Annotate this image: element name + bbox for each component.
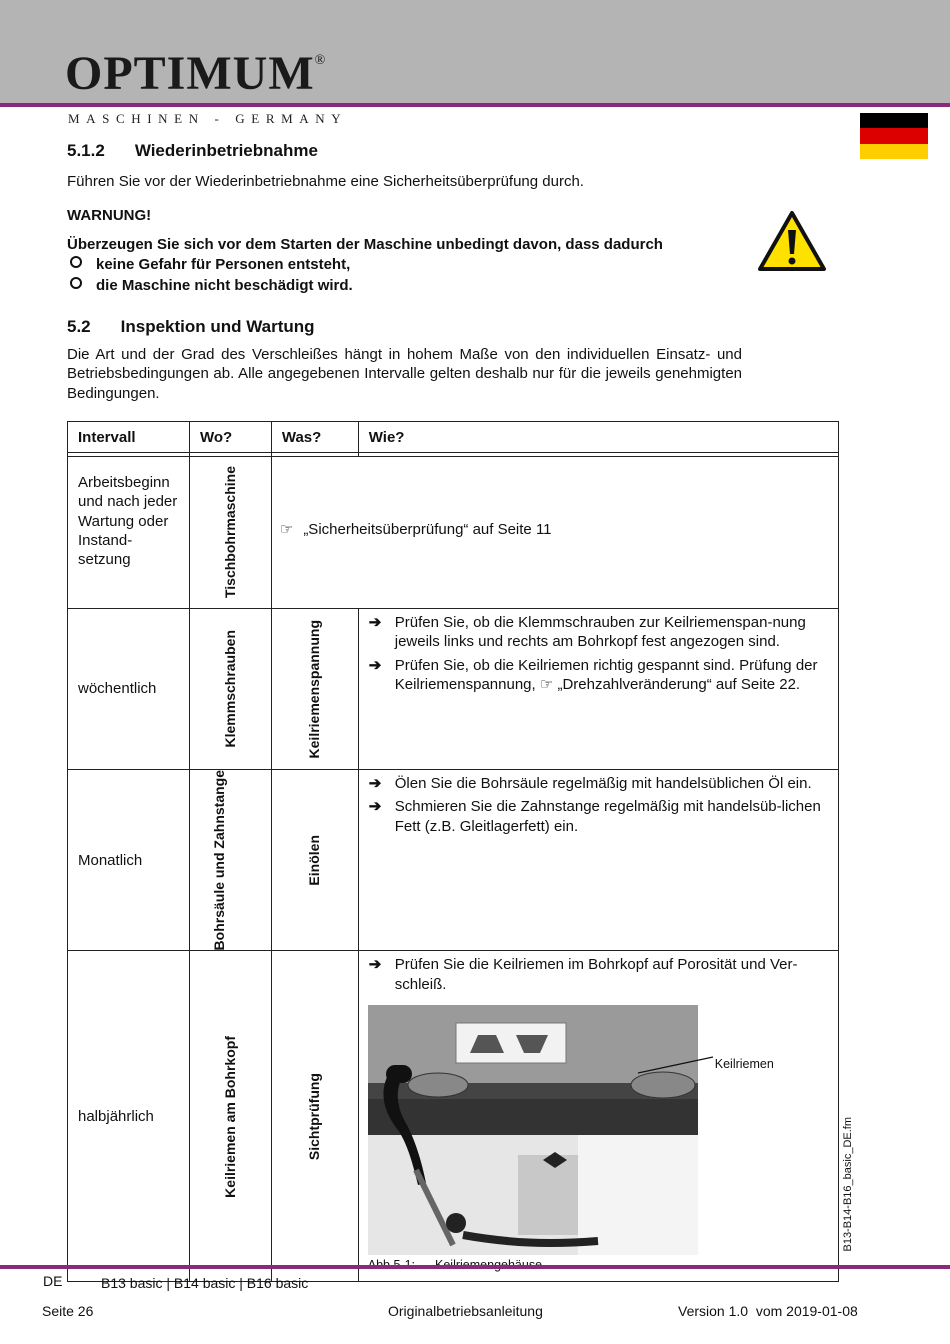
- brand-tagline: MASCHINEN - GERMANY: [68, 111, 348, 126]
- footer-language: DE: [43, 1273, 63, 1289]
- table-header-row: [68, 422, 839, 453]
- header-cell: Wo?: [189, 422, 271, 453]
- arrow-right-icon: ➔: [368, 656, 382, 674]
- section-heading-52: 5.2 Inspektion und Wartung: [67, 317, 315, 336]
- footer-page-number: Seite 26: [42, 1303, 94, 1319]
- instruction-item: ➔ Prüfen Sie, ob die Keilriemen richtig gespannt sind. Prüfung der Keilriemenspannung, ☞ „Drehzahlveränderung“ auf Seite 22.: [368, 656, 818, 693]
- what-cell: Sichtprüfung: [271, 951, 358, 1282]
- table-row: [68, 609, 839, 770]
- interval-cell: Monatlich: [68, 770, 190, 951]
- pointing-hand-icon: ☞: [279, 521, 294, 538]
- where-cell: Bohrsäule und Zahnstange: [189, 770, 271, 951]
- instruction-item: ➔ Schmieren Sie die Zahnstange regelmäßig mit handelsüb-lichen Fett (z.B. Gleitlagerfett) ein.: [368, 798, 821, 835]
- how-cell: [358, 609, 838, 770]
- restart-intro: Führen Sie vor der Wiederinbetriebnahme eine Sicherheitsüberprüfung durch.: [67, 173, 584, 190]
- where-cell: Klemmschrauben: [189, 609, 271, 770]
- footer-divider: [0, 1265, 950, 1269]
- interval-cell: Arbeitsbeginn und nach jeder Wartung oder Instand-setzung: [68, 457, 190, 609]
- instruction-item: ➔ Prüfen Sie die Keilriemen im Bohrkopf auf Porosität und Ver-schleiß.: [368, 956, 798, 993]
- instruction-item: ➔ Ölen Sie die Bohrsäule regelmäßig mit handelsüblichen Öl ein.: [368, 775, 812, 792]
- header-divider: [0, 103, 950, 107]
- section-heading-512: 5.1.2 Wiederinbetriebnahme: [67, 141, 318, 160]
- footer-version: Version 1.0 vom 2019-01-08: [678, 1303, 858, 1319]
- header-cell: Wie?: [358, 422, 838, 453]
- warning-bullet: die Maschine nicht beschädigt wird.: [70, 277, 353, 294]
- maintenance-table: [67, 421, 839, 1282]
- belt-housing-photo: [368, 1005, 800, 1255]
- warning-triangle-icon: [757, 210, 827, 272]
- table-row: [68, 770, 839, 951]
- german-flag-icon: [860, 113, 928, 159]
- header-cell: Intervall: [68, 422, 190, 453]
- arrow-right-icon: ➔: [368, 775, 382, 792]
- interval-cell: halbjährlich: [68, 951, 190, 1282]
- belt-callout-label: Keilriemen: [714, 1057, 774, 1072]
- how-cell: [271, 457, 838, 609]
- warning-bullet: keine Gefahr für Personen entsteht,: [70, 256, 350, 273]
- what-cell: Keilriemenspannung: [271, 609, 358, 770]
- arrow-right-icon: ➔: [368, 798, 382, 816]
- safety-check-reference: „Sicherheitsüberprüfung“ auf Seite 11: [303, 521, 552, 538]
- warning-text: Überzeugen Sie sich vor dem Starten der Maschine unbedingt davon, dass dadurch: [67, 236, 663, 253]
- header-cell: Was?: [271, 422, 358, 453]
- where-cell: Keilriemen am Bohrkopf: [189, 951, 271, 1282]
- bullet-circle-icon: [70, 277, 82, 289]
- table-row: [68, 457, 839, 609]
- how-cell: [358, 770, 838, 951]
- how-cell: [358, 951, 838, 1282]
- what-cell: Einölen: [271, 770, 358, 951]
- arrow-right-icon: ➔: [368, 614, 382, 631]
- brand-logo: OPTIMUM®: [65, 47, 327, 100]
- interval-cell: wöchentlich: [68, 609, 190, 770]
- instruction-item: ➔ Prüfen Sie, ob die Klemmschrauben zur Keilriemenspan-nung jeweils links und rechts am Bohrkopf fest angezogen sind.: [368, 614, 806, 651]
- footer-models: B13 basic | B14 basic | B16 basic: [101, 1275, 309, 1291]
- table-row: [68, 951, 839, 1282]
- bullet-circle-icon: [70, 256, 82, 268]
- inspection-text: Die Art und der Grad des Verschleißes hängt in hohem Maße von den individuellen Einsatz- und Betriebsbedingungen ab. Alle angegebenen Intervalle gelten deshalb nur für die jeweils genehmigten Bedingungen.: [67, 346, 742, 402]
- arrow-right-icon: ➔: [368, 956, 382, 974]
- file-reference: B13-B14-B16_basic_DE.fm: [842, 1117, 854, 1252]
- warning-label: WARNUNG!: [67, 207, 152, 224]
- footer-doc-type: Originalbetriebsanleitung: [388, 1303, 543, 1319]
- where-cell: Tischbohrmaschine: [189, 457, 271, 609]
